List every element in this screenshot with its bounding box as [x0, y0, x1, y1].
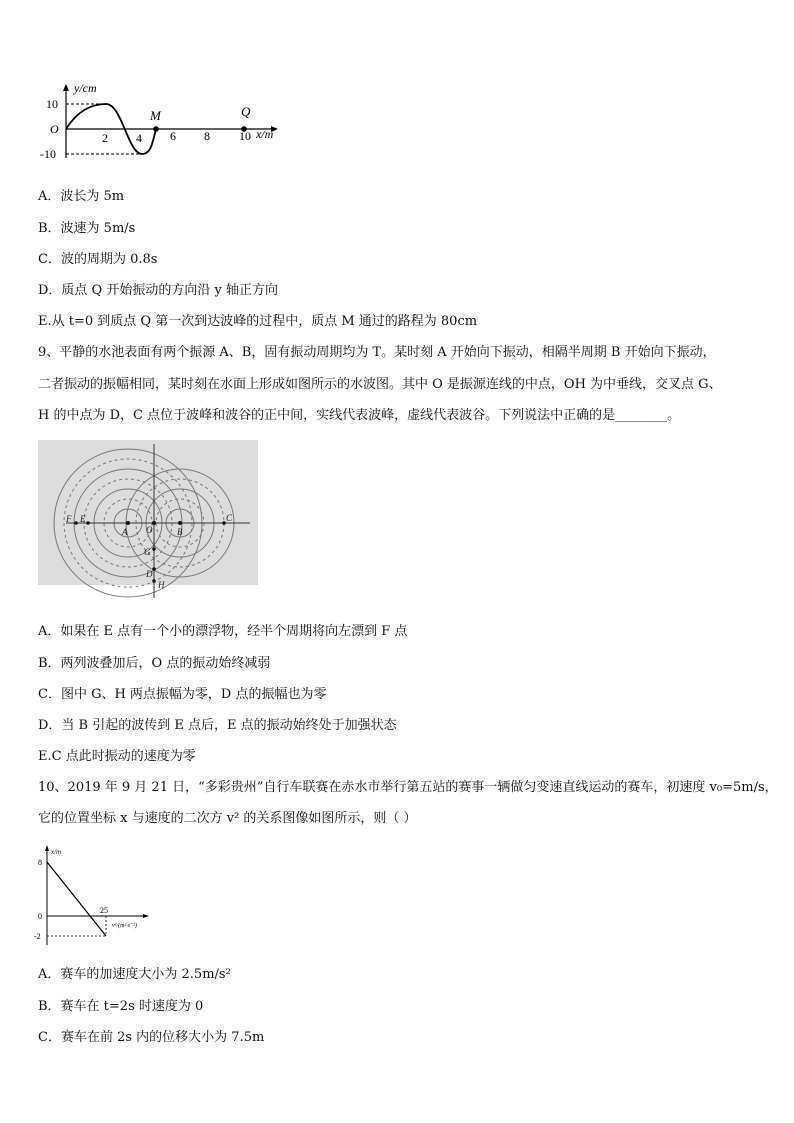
- label-e: E: [80, 514, 86, 524]
- label-c: C: [226, 513, 233, 523]
- x-v2-figure: [34, 843, 154, 948]
- q9-option-d: D．当 B 引起的波传到 E 点后，E 点的振动始终处于加强状态: [38, 718, 397, 733]
- label-g: G: [144, 547, 151, 557]
- q9-stem-line2: 二者振动的振幅相同，某时刻在水面上形成如图所示的水波图。其中 O 是振源连线的中点，OH 为中垂线，交叉点 G、: [38, 377, 722, 392]
- wave-x-tick-4: 4: [136, 131, 142, 145]
- q8-option-b: B．波速为 5m/s: [38, 221, 136, 236]
- q8-option-c: C．波的周期为 0.8s: [38, 252, 158, 267]
- graph-tick-25: 25: [100, 906, 108, 915]
- label-o: O: [146, 525, 153, 535]
- wave-x-tick-6: 6: [170, 129, 176, 143]
- q8-option-e: E.从 t=0 到质点 Q 第一次到达波峰的过程中，质点 M 通过的路程为 80cm: [38, 314, 478, 329]
- wave-ylabel: y/cm: [74, 82, 97, 95]
- wave-x-tick-10: 10: [239, 129, 251, 143]
- q8-option-d: D．质点 Q 开始振动的方向沿 y 轴正方向: [38, 283, 278, 298]
- wave-y-tick-neg10: -10: [40, 147, 56, 161]
- wave-xlabel: x/m: [256, 127, 274, 141]
- graph-tick-0: 0: [38, 912, 42, 921]
- q10-stem-line1: 10、2019 年 9 月 21 日，“多彩贵州”自行车联赛在赤水市举行第五站的赛事一辆做匀变速直线运动的赛车，初速度 v₀=5m/s，: [38, 780, 778, 795]
- graph-tick-neg2: -2: [34, 932, 41, 941]
- wave-figure: [36, 82, 286, 162]
- wave-y-tick-10: 10: [46, 97, 58, 111]
- q10-option-c: C．赛车在前 2s 内的位移大小为 7.5m: [38, 1030, 265, 1045]
- q9-option-a: A．如果在 E 点有一个小的漂浮物，经半个周期将向左漂到 F 点: [38, 624, 408, 639]
- q9-option-e: E.C 点此时振动的速度为零: [38, 749, 196, 764]
- wave-origin: O: [50, 122, 59, 136]
- q9-stem-line1: 9、平静的水池表面有两个振源 A、B，固有振动周期均为 T。某时刻 A 开始向下振动，相隔半周期 B 开始向下振动，: [38, 345, 716, 360]
- wave-label-m: M: [150, 108, 161, 123]
- wave-x-tick-8: 8: [204, 129, 210, 143]
- q8-option-a: A．波长为 5m: [38, 189, 125, 204]
- q10-stem-line2: 它的位置坐标 x 与速度的二次方 v² 的关系图像如图所示，则（ ）: [38, 811, 417, 826]
- graph-xlabel: v²/(m²·s⁻²): [112, 923, 138, 929]
- wave-x-tick-2: 2: [102, 131, 108, 145]
- q10-option-b: B．赛车在 t=2s 时速度为 0: [38, 999, 204, 1014]
- point-m: [153, 126, 159, 132]
- q9-option-c: C．图中 G、H 两点振幅为零，D 点的振幅也为零: [38, 687, 327, 702]
- water-wave-figure: [38, 440, 258, 600]
- q9-stem-line3: H 的中点为 D，C 点位于波峰和波谷的正中间，实线代表波峰，虚线代表波谷。下列说法中正确的是________。: [38, 408, 681, 423]
- wave-label-q: Q: [241, 104, 251, 119]
- label-b: B: [177, 527, 183, 537]
- graph-tick-8: 8: [38, 858, 42, 867]
- q9-option-b: B．两列波叠加后，O 点的振动始终减弱: [38, 656, 271, 671]
- label-d: D: [146, 569, 153, 579]
- graph-ylabel: x/m: [51, 848, 62, 856]
- label-a: A: [122, 527, 128, 537]
- graph-line: [47, 862, 106, 936]
- q10-option-a: A．赛车的加速度大小为 2.5m/s²: [38, 967, 231, 982]
- label-f: F: [66, 514, 72, 524]
- label-h: H: [158, 580, 165, 590]
